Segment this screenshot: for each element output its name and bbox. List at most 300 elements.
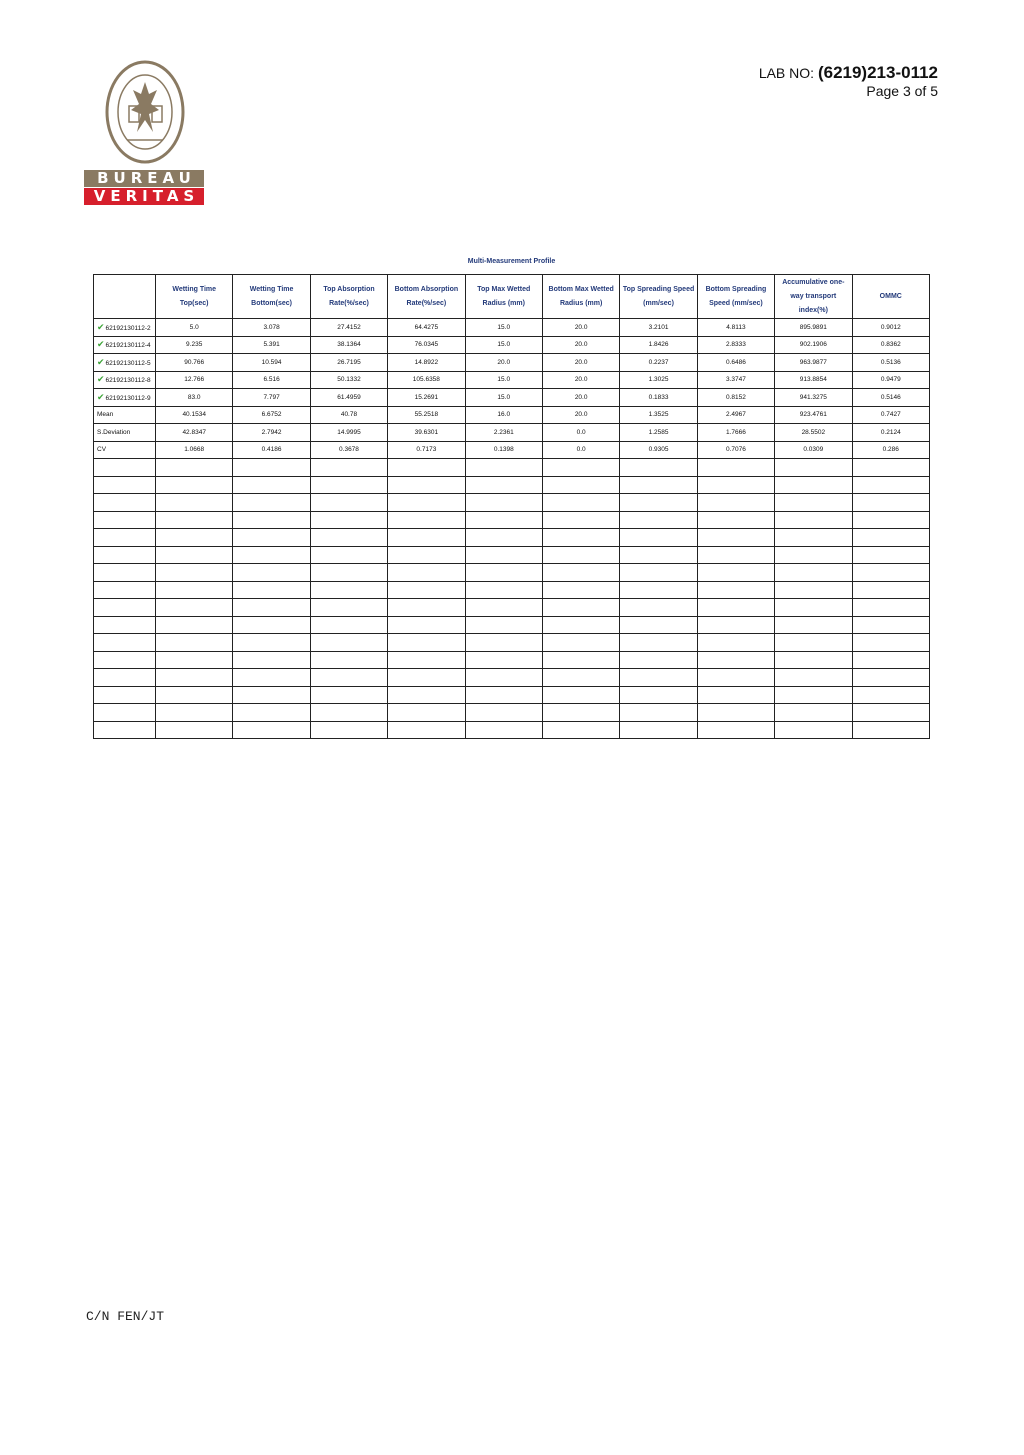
empty-cell xyxy=(310,669,387,687)
table-cell: 0.1398 xyxy=(465,441,542,459)
empty-cell xyxy=(697,651,774,669)
empty-cell xyxy=(775,704,852,722)
empty-cell xyxy=(233,721,310,739)
empty-cell xyxy=(852,651,929,669)
logo-wordmark xyxy=(84,170,204,205)
empty-cell xyxy=(465,704,542,722)
empty-cell xyxy=(542,721,619,739)
table-row xyxy=(94,371,930,389)
table-cell: 0.0 xyxy=(542,441,619,459)
empty-cell xyxy=(852,616,929,634)
empty-cell xyxy=(233,686,310,704)
bureau-veritas-logo xyxy=(84,60,206,205)
empty-cell xyxy=(852,476,929,494)
column-header: Bottom Max Wetted Radius (mm) xyxy=(542,275,619,319)
empty-cell xyxy=(156,599,233,617)
empty-cell xyxy=(233,669,310,687)
table-cell: 0.1833 xyxy=(620,389,697,407)
empty-cell xyxy=(852,581,929,599)
table-cell: 27.4152 xyxy=(310,319,387,337)
empty-cell xyxy=(233,599,310,617)
empty-cell xyxy=(620,686,697,704)
table-cell: 0.9012 xyxy=(852,319,929,337)
empty-cell xyxy=(697,564,774,582)
empty-cell xyxy=(156,546,233,564)
empty-cell xyxy=(465,634,542,652)
empty-cell xyxy=(697,494,774,512)
table-row xyxy=(94,406,930,424)
checkmark-icon: ✔ xyxy=(97,321,105,332)
row-label: 62192130112-4 xyxy=(105,342,151,350)
empty-cell xyxy=(852,529,929,547)
table-cell: 0.5136 xyxy=(852,354,929,372)
row-label-cell xyxy=(94,336,156,354)
empty-cell xyxy=(542,494,619,512)
empty-cell xyxy=(542,581,619,599)
empty-cell xyxy=(852,599,929,617)
empty-cell xyxy=(620,476,697,494)
empty-cell xyxy=(156,651,233,669)
empty-cell xyxy=(775,459,852,477)
table-cell: 902.1906 xyxy=(775,336,852,354)
empty-cell xyxy=(852,459,929,477)
empty-cell xyxy=(542,599,619,617)
empty-cell xyxy=(852,721,929,739)
empty-table-row xyxy=(94,581,930,599)
empty-cell xyxy=(310,529,387,547)
empty-cell xyxy=(697,581,774,599)
empty-cell xyxy=(697,721,774,739)
empty-cell xyxy=(465,511,542,529)
empty-cell xyxy=(465,546,542,564)
empty-cell xyxy=(310,704,387,722)
empty-cell xyxy=(156,616,233,634)
table-cell: 3.2101 xyxy=(620,319,697,337)
empty-cell xyxy=(388,564,465,582)
empty-cell xyxy=(388,511,465,529)
table-cell: 0.286 xyxy=(852,441,929,459)
empty-cell xyxy=(310,599,387,617)
empty-cell xyxy=(775,651,852,669)
table-cell: 0.4186 xyxy=(233,441,310,459)
empty-cell xyxy=(94,494,156,512)
table-cell: 0.8152 xyxy=(697,389,774,407)
lab-number-block xyxy=(759,64,938,100)
empty-cell xyxy=(310,564,387,582)
table-row xyxy=(94,441,930,459)
table-cell: 15.0 xyxy=(465,336,542,354)
table-cell: 83.0 xyxy=(156,389,233,407)
logo-band-bottom: VERITAS xyxy=(84,188,204,205)
empty-cell xyxy=(542,686,619,704)
empty-table-row xyxy=(94,721,930,739)
empty-cell xyxy=(775,616,852,634)
empty-cell xyxy=(542,459,619,477)
empty-cell xyxy=(465,564,542,582)
table-cell: 61.4959 xyxy=(310,389,387,407)
empty-table-row xyxy=(94,511,930,529)
table-cell: 20.0 xyxy=(465,354,542,372)
lab-no-value: (6219)213-0112 xyxy=(817,63,938,82)
table-row xyxy=(94,389,930,407)
empty-cell xyxy=(156,459,233,477)
row-label-cell xyxy=(94,406,156,424)
table-cell: 963.9877 xyxy=(775,354,852,372)
empty-cell xyxy=(310,511,387,529)
table-cell: 5.0 xyxy=(156,319,233,337)
empty-cell xyxy=(388,721,465,739)
empty-table-row xyxy=(94,476,930,494)
column-header: Accumulative one-way transport index(%) xyxy=(775,275,852,319)
table-cell: 0.3678 xyxy=(310,441,387,459)
empty-table-row xyxy=(94,634,930,652)
empty-cell xyxy=(852,686,929,704)
empty-table-row xyxy=(94,669,930,687)
table-cell: 12.766 xyxy=(156,371,233,389)
empty-cell xyxy=(233,564,310,582)
empty-cell xyxy=(775,476,852,494)
empty-cell xyxy=(775,721,852,739)
empty-cell xyxy=(465,721,542,739)
empty-cell xyxy=(94,721,156,739)
table-cell: 2.8333 xyxy=(697,336,774,354)
empty-cell xyxy=(775,686,852,704)
empty-cell xyxy=(388,616,465,634)
empty-cell xyxy=(697,546,774,564)
table-cell: 20.0 xyxy=(542,389,619,407)
empty-cell xyxy=(775,494,852,512)
table-cell: 10.594 xyxy=(233,354,310,372)
empty-cell xyxy=(620,599,697,617)
empty-table-row xyxy=(94,494,930,512)
table-cell: 5.391 xyxy=(233,336,310,354)
table-cell: 14.9995 xyxy=(310,424,387,442)
row-label: Mean xyxy=(97,411,114,419)
profile-title: Multi-Measurement Profile xyxy=(467,258,556,265)
empty-cell xyxy=(852,546,929,564)
empty-cell xyxy=(465,529,542,547)
empty-cell xyxy=(465,599,542,617)
table-cell: 0.9479 xyxy=(852,371,929,389)
table-cell: 2.4967 xyxy=(697,406,774,424)
empty-cell xyxy=(94,704,156,722)
empty-cell xyxy=(310,494,387,512)
empty-cell xyxy=(388,546,465,564)
empty-cell xyxy=(697,669,774,687)
empty-cell xyxy=(620,634,697,652)
empty-cell xyxy=(94,511,156,529)
table-cell: 0.9305 xyxy=(620,441,697,459)
row-label-cell xyxy=(94,389,156,407)
empty-cell xyxy=(542,511,619,529)
empty-cell xyxy=(156,494,233,512)
table-cell: 50.1332 xyxy=(310,371,387,389)
empty-cell xyxy=(542,704,619,722)
empty-cell xyxy=(542,651,619,669)
table-cell: 1.2585 xyxy=(620,424,697,442)
empty-cell xyxy=(94,634,156,652)
column-header: Top Spreading Speed (mm/sec) xyxy=(620,275,697,319)
table-cell: 20.0 xyxy=(542,319,619,337)
empty-cell xyxy=(697,686,774,704)
row-label-cell xyxy=(94,354,156,372)
table-cell: 15.2691 xyxy=(388,389,465,407)
empty-cell xyxy=(94,546,156,564)
empty-cell xyxy=(465,476,542,494)
empty-table-row xyxy=(94,564,930,582)
empty-cell xyxy=(94,686,156,704)
empty-cell xyxy=(388,686,465,704)
table-cell: 2.2361 xyxy=(465,424,542,442)
empty-cell xyxy=(465,459,542,477)
empty-cell xyxy=(697,529,774,547)
empty-cell xyxy=(388,669,465,687)
column-header: Wetting Time Bottom(sec) xyxy=(233,275,310,319)
table-cell: 39.6301 xyxy=(388,424,465,442)
table-cell: 1.8426 xyxy=(620,336,697,354)
table-cell: 76.0345 xyxy=(388,336,465,354)
empty-cell xyxy=(156,634,233,652)
table-cell: 2.7942 xyxy=(233,424,310,442)
row-label: S.Deviation xyxy=(97,428,131,436)
empty-cell xyxy=(697,459,774,477)
empty-cell xyxy=(310,581,387,599)
column-header: Top Max Wetted Radius (mm) xyxy=(465,275,542,319)
empty-cell xyxy=(465,581,542,599)
empty-cell xyxy=(542,669,619,687)
empty-cell xyxy=(310,476,387,494)
row-label: 62192130112-9 xyxy=(105,394,151,402)
table-cell: 9.235 xyxy=(156,336,233,354)
empty-cell xyxy=(697,511,774,529)
empty-cell xyxy=(156,564,233,582)
empty-cell xyxy=(542,476,619,494)
empty-table-row xyxy=(94,459,930,477)
empty-cell xyxy=(156,721,233,739)
table-cell: 15.0 xyxy=(465,319,542,337)
empty-cell xyxy=(542,616,619,634)
empty-cell xyxy=(156,581,233,599)
empty-cell xyxy=(388,476,465,494)
empty-cell xyxy=(233,529,310,547)
table-cell: 1.0668 xyxy=(156,441,233,459)
empty-cell xyxy=(775,529,852,547)
table-cell: 90.766 xyxy=(156,354,233,372)
empty-cell xyxy=(156,704,233,722)
checkmark-icon: ✔ xyxy=(97,374,105,385)
empty-cell xyxy=(775,634,852,652)
checkmark-icon: ✔ xyxy=(97,356,105,367)
empty-cell xyxy=(697,616,774,634)
empty-cell xyxy=(620,564,697,582)
empty-cell xyxy=(775,599,852,617)
empty-table-row xyxy=(94,704,930,722)
empty-cell xyxy=(233,704,310,722)
empty-cell xyxy=(310,459,387,477)
table-cell: 1.3025 xyxy=(620,371,697,389)
lab-no-label: LAB NO: xyxy=(758,65,815,81)
row-label-cell xyxy=(94,441,156,459)
column-header: Bottom Absorption Rate(%/sec) xyxy=(388,275,465,319)
empty-cell xyxy=(852,634,929,652)
empty-cell xyxy=(156,686,233,704)
checkmark-icon: ✔ xyxy=(97,391,105,402)
empty-cell xyxy=(94,564,156,582)
table-row xyxy=(94,319,930,337)
empty-cell xyxy=(94,669,156,687)
empty-cell xyxy=(94,581,156,599)
empty-cell xyxy=(775,669,852,687)
empty-cell xyxy=(465,669,542,687)
empty-cell xyxy=(388,581,465,599)
empty-cell xyxy=(233,546,310,564)
table-cell: 26.7195 xyxy=(310,354,387,372)
empty-cell xyxy=(620,459,697,477)
row-label: 62192130112-2 xyxy=(105,324,151,332)
empty-cell xyxy=(542,546,619,564)
empty-cell xyxy=(310,721,387,739)
row-label-cell xyxy=(94,424,156,442)
table-row xyxy=(94,336,930,354)
table-cell: 3.078 xyxy=(233,319,310,337)
empty-cell xyxy=(156,669,233,687)
empty-cell xyxy=(94,476,156,494)
empty-cell xyxy=(620,494,697,512)
table-cell: 913.8854 xyxy=(775,371,852,389)
empty-cell xyxy=(233,511,310,529)
empty-cell xyxy=(775,511,852,529)
empty-cell xyxy=(388,704,465,722)
table-cell: 0.0 xyxy=(542,424,619,442)
empty-cell xyxy=(310,686,387,704)
table-cell: 40.78 xyxy=(310,406,387,424)
row-label: CV xyxy=(97,446,107,454)
empty-cell xyxy=(388,634,465,652)
table-cell: 105.6358 xyxy=(388,371,465,389)
column-header: Bottom Spreading Speed (mm/sec) xyxy=(697,275,774,319)
empty-cell xyxy=(94,529,156,547)
table-cell: 7.797 xyxy=(233,389,310,407)
empty-cell xyxy=(852,669,929,687)
table-cell: 3.3747 xyxy=(697,371,774,389)
table-cell: 0.2237 xyxy=(620,354,697,372)
empty-cell xyxy=(233,634,310,652)
table-cell: 15.0 xyxy=(465,389,542,407)
empty-cell xyxy=(233,616,310,634)
row-label-cell xyxy=(94,319,156,337)
table-cell: 0.7076 xyxy=(697,441,774,459)
empty-cell xyxy=(233,651,310,669)
empty-cell xyxy=(388,459,465,477)
column-header xyxy=(94,275,156,319)
empty-cell xyxy=(852,564,929,582)
empty-cell xyxy=(465,686,542,704)
logo-band-top: BUREAU xyxy=(84,170,204,187)
empty-cell xyxy=(94,599,156,617)
table-cell: 15.0 xyxy=(465,371,542,389)
table-cell: 1.3525 xyxy=(620,406,697,424)
empty-cell xyxy=(620,704,697,722)
table-cell: 20.0 xyxy=(542,406,619,424)
measurement-table xyxy=(93,274,930,739)
empty-cell xyxy=(94,651,156,669)
table-cell: 0.2124 xyxy=(852,424,929,442)
table-cell: 941.3275 xyxy=(775,389,852,407)
table-cell: 0.6486 xyxy=(697,354,774,372)
column-header: OMMC xyxy=(852,275,929,319)
empty-cell xyxy=(620,616,697,634)
empty-cell xyxy=(233,476,310,494)
empty-cell xyxy=(852,511,929,529)
empty-cell xyxy=(310,634,387,652)
table-cell: 6.516 xyxy=(233,371,310,389)
empty-table-row xyxy=(94,599,930,617)
empty-cell xyxy=(465,494,542,512)
empty-cell xyxy=(775,564,852,582)
table-cell: 895.9891 xyxy=(775,319,852,337)
table-cell: 1.7666 xyxy=(697,424,774,442)
empty-cell xyxy=(233,459,310,477)
empty-table-row xyxy=(94,546,930,564)
empty-cell xyxy=(620,581,697,599)
table-cell: 6.6752 xyxy=(233,406,310,424)
page-number: Page 3 of 5 xyxy=(866,83,938,99)
empty-cell xyxy=(542,564,619,582)
empty-cell xyxy=(233,581,310,599)
empty-cell xyxy=(310,546,387,564)
table-cell: 923.4761 xyxy=(775,406,852,424)
table-cell: 42.8347 xyxy=(156,424,233,442)
empty-cell xyxy=(542,529,619,547)
empty-cell xyxy=(465,651,542,669)
empty-cell xyxy=(775,581,852,599)
empty-cell xyxy=(620,511,697,529)
empty-cell xyxy=(156,511,233,529)
empty-cell xyxy=(233,494,310,512)
table-cell: 64.4275 xyxy=(388,319,465,337)
table-cell: 20.0 xyxy=(542,336,619,354)
table-cell: 16.0 xyxy=(465,406,542,424)
table-cell: 0.7173 xyxy=(388,441,465,459)
empty-cell xyxy=(388,494,465,512)
table-cell: 14.8922 xyxy=(388,354,465,372)
empty-cell xyxy=(156,476,233,494)
empty-cell xyxy=(542,634,619,652)
row-label: 62192130112-8 xyxy=(105,377,151,385)
table-cell: 38.1364 xyxy=(310,336,387,354)
empty-cell xyxy=(94,459,156,477)
empty-cell xyxy=(775,546,852,564)
empty-cell xyxy=(620,529,697,547)
empty-cell xyxy=(852,704,929,722)
table-cell: 4.8113 xyxy=(697,319,774,337)
empty-cell xyxy=(620,651,697,669)
table-cell: 28.5502 xyxy=(775,424,852,442)
table-cell: 20.0 xyxy=(542,354,619,372)
empty-cell xyxy=(94,616,156,634)
table-header-row xyxy=(94,275,930,319)
empty-cell xyxy=(310,616,387,634)
empty-table-row xyxy=(94,529,930,547)
empty-cell xyxy=(697,634,774,652)
empty-cell xyxy=(620,669,697,687)
empty-cell xyxy=(697,599,774,617)
table-cell: 55.2518 xyxy=(388,406,465,424)
empty-cell xyxy=(156,529,233,547)
table-cell: 0.0309 xyxy=(775,441,852,459)
table-row xyxy=(94,354,930,372)
row-label-cell xyxy=(94,371,156,389)
